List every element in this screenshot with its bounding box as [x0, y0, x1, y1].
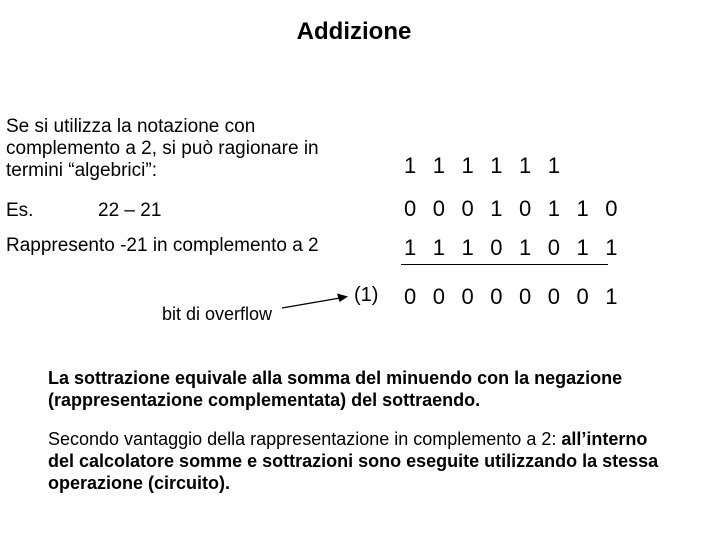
overflow-bit: (1): [354, 284, 379, 306]
paragraph-subtraction: La sottrazione equivale alla somma del minuendo con la negazione (rappresentazione complementata) del sottraendo.: [48, 368, 623, 410]
paragraph-advantage: [48, 428, 668, 494]
carry-row: 1 1 1 1 1 1: [404, 153, 566, 178]
operand-row-2: 1 1 1 0 1 0 1 1: [404, 235, 623, 260]
sum-line: [401, 264, 608, 265]
overflow-arrow-icon: [280, 290, 350, 310]
intro-text: Se si utilizza la notazione con complemento a 2, si può ragionare in termini “algebrici”:: [6, 116, 319, 181]
example-label: Es.: [6, 200, 34, 221]
paragraph-advantage-intro: Secondo vantaggio della rappresentazione in complemento a 2:: [48, 429, 557, 449]
operand-row-1: 0 0 0 1 0 1 1 0: [404, 196, 623, 221]
slide-title: Addizione: [296, 18, 412, 45]
result-row: 0 0 0 0 0 0 0 1: [404, 284, 623, 309]
example-operation: 22 – 21: [98, 200, 162, 221]
representation-note: Rappresento -21 in complemento a 2: [6, 235, 319, 256]
overflow-label: bit di overflow: [162, 304, 273, 324]
paragraph-advantage-bold: all’interno del calcolatore somme e sottrazioni sono eseguite utilizzando la stessa operazione (circuito).: [48, 429, 659, 493]
